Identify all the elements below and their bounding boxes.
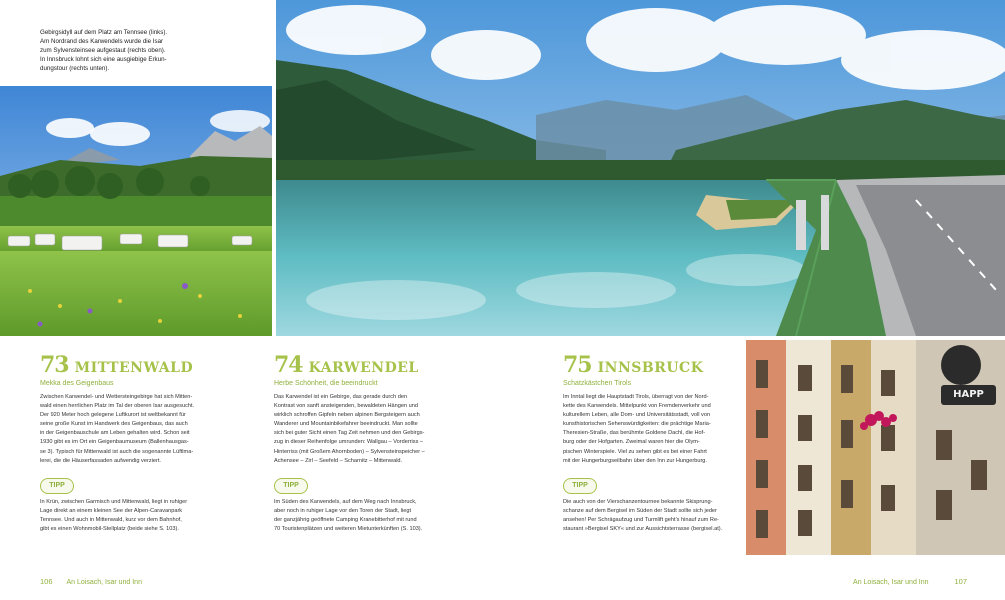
section-karwendel: [274, 352, 444, 534]
body-line: wald einen herrlichen Platz im Tal der oberen Isar ausgesucht.: [40, 403, 195, 410]
page-number-right: 107: [954, 577, 967, 586]
tipp-line: Lage direkt an einem kleinen See der Alpen-Caravanpark: [40, 507, 183, 514]
body-line: kunsthistorischen Sehenswürdigkeiten: die prächtige Maria-: [563, 421, 711, 428]
tipp-text: [563, 498, 733, 534]
body-line: seine große Kunst im Handwerk des Geigenbaus, das auch: [40, 421, 188, 428]
body-line: Der 920 Meter hoch gelegene Luftkurort ist weltbekannt für: [40, 412, 186, 419]
caption-line: In Innsbruck lohnt sich eine ausgiebige Erkun-: [40, 56, 167, 63]
body-line: mit der Hungerburgseilbahn über den Inn zur Hungerburg.: [563, 457, 707, 464]
section-heading: [274, 352, 444, 378]
section-title: INNSBRUCK: [597, 360, 704, 376]
tipp-line: Im Süden des Karwendels, auf dem Weg nach Innsbruck,: [274, 498, 417, 505]
tipp-badge: TIPP: [40, 478, 74, 494]
body-line: Achensee – Zirl – Seefeld – Scharnitz – Mittenwald.: [274, 457, 403, 464]
body-line: Das Karwendel ist ein Gebirge, das gerade durch den: [274, 394, 408, 400]
section-number: 73: [40, 352, 69, 378]
body-line: 1930 gibt es im Ort ein Geigenbaumuseum (Ballenhausgas-: [40, 439, 189, 446]
tipp-line: aber noch in ruhiger Lage vor den Toren der Stadt, liegt: [274, 507, 412, 514]
tipp-line: Tennsee. Und auch in Mittenwald, kurz vor dem Bahnhof,: [40, 516, 182, 523]
section-subtitle: Mekka des Geigenbaus: [40, 380, 114, 387]
tipp-line: Die auch von der Vierschanzentournee bekannte Skisprung-: [563, 498, 713, 505]
body-line: Im Inntal liegt die Hauptstadt Tirols, überragt von der Nord-: [563, 394, 709, 400]
body-line: pischen Winterspiele. Viel zu sehen gibt es bei einer Fahrt: [563, 448, 707, 455]
lake-bridge-photo: [276, 0, 1005, 336]
tipp-badge: TIPP: [563, 478, 597, 494]
section-number: 74: [274, 352, 303, 378]
caption-line: Am Nordrand des Karwendels wurde die Isar: [40, 38, 164, 45]
running-title-right: An Loisach, Isar und Inn: [853, 579, 929, 586]
tipp-line: ansehen! Per Schrägaufzug und Turmlift geht's hinauf zum Re-: [563, 516, 719, 523]
caption-line: dungstour (rechts unten).: [40, 65, 110, 72]
campsite-photo: [0, 86, 272, 336]
footer-left: [40, 577, 142, 586]
tipp-text: [274, 498, 444, 534]
section-body: [563, 393, 733, 466]
section-heading: [563, 352, 733, 378]
body-line: lerei, die die Häuserfassaden aufwendig verziert.: [40, 457, 161, 464]
body-line: in der Geigenbauschule am Leben gehalten wird. Schon seit: [40, 430, 190, 437]
body-line: Zwischen Karwendel- und Wettersteingebirge hat sich Mitten-: [40, 394, 193, 400]
section-body: [274, 393, 444, 466]
tipp-line: staurant »Bergisel SKY« und zur Aussichtsterrasse (bergisel.at).: [563, 526, 723, 533]
section-body: [40, 393, 210, 466]
tipp-line: der ganzjährig geöffnete Camping Kranebitterhof mit rund: [274, 516, 417, 523]
tipp-badge: TIPP: [274, 478, 308, 494]
body-line: kette des Karwendels. Mittelpunkt von Fremdenverkehr und: [563, 403, 711, 410]
body-line: sich bei guter Sicht einen Tag Zeit nehmen und den Gebirgs-: [274, 430, 425, 437]
section-title: MITTENWALD: [74, 360, 194, 376]
tipp-line: 70 Touristenplätzen und weiteren Mietunterkünften (S. 103).: [274, 526, 423, 533]
section-title: KARWENDEL: [308, 360, 419, 376]
section-number: 75: [563, 352, 592, 378]
tipp-line: gibt es einen Wohnmobil-Stellplatz (beide siehe S. 103).: [40, 526, 179, 533]
body-line: kulturellem Leben, alle Dom- und Universitätsstadt, voll von: [563, 412, 711, 419]
tipp-line: schanze auf dem Bergisel im Süden der Stadt sollte sich jeder: [563, 507, 717, 514]
body-line: wirklich schroffen Gipfeln neben alpinen Bergsteigern auch: [274, 412, 420, 419]
caption-line: Gebirgsidyll auf dem Platz am Tennsee (links).: [40, 29, 168, 36]
innsbruck-street-photo: [746, 340, 1005, 555]
body-line: burg oder der Hofgarten. Zweimal waren hier die Olym-: [563, 439, 700, 446]
body-line: Wanderer und Mountainbikefahrer beeindruckt. Man sollte: [274, 421, 418, 428]
section-innsbruck: [563, 352, 733, 534]
photo-caption: [40, 28, 260, 73]
body-line: se 3). Typisch für Mittenwald ist auch die sogenannte Lüftlma-: [40, 448, 194, 455]
tipp-line: In Krün, zwischen Garmisch und Mittenwald, liegt in ruhiger: [40, 498, 188, 505]
tipp-text: [40, 498, 210, 534]
section-subtitle: Herbe Schönheit, die beeindruckt: [274, 380, 378, 387]
section-heading: [40, 352, 210, 378]
body-line: Hinterriss (mit Großem Ahornboden) – Sylvensteinspeicher –: [274, 448, 425, 455]
body-line: zug in dieser Reihenfolge umrunden: Wallgau – Vorderriss –: [274, 439, 424, 446]
shop-sign-text: HAPP: [953, 389, 984, 400]
footer-right: [853, 577, 967, 586]
caption-line: zum Sylvensteinsee aufgestaut (rechts oben).: [40, 47, 166, 54]
section-mittenwald: [40, 352, 210, 534]
body-line: Theresien-Straße, das berühmte Goldene Dachl, die Hof-: [563, 430, 706, 437]
running-title-left: An Loisach, Isar und Inn: [66, 579, 142, 586]
body-line: Kontrast von sanft ansteigenden, bewaldeten Hängen und: [274, 403, 418, 410]
page-number-left: 106: [40, 577, 53, 586]
section-subtitle: Schatzkästchen Tirols: [563, 380, 632, 387]
